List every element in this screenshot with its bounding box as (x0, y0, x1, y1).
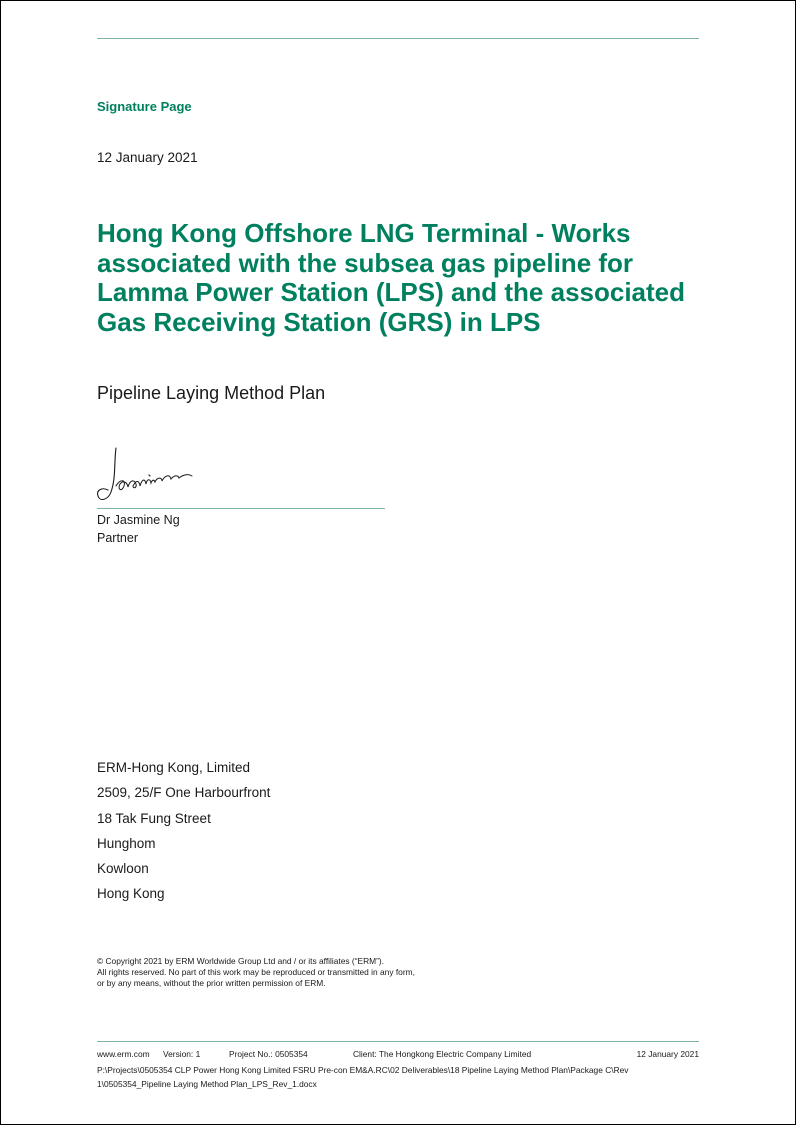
address-line: ERM-Hong Kong, Limited (97, 760, 251, 775)
footer-rule (97, 1041, 699, 1042)
signature-image (92, 444, 202, 506)
footer-project-number: Project No.: 0505354 (229, 1049, 308, 1059)
document-date: 12 January 2021 (97, 150, 198, 165)
header-rule (97, 38, 699, 39)
copyright-line: © Copyright 2021 by ERM Worldwide Group Ltd and / or its affiliates (“ERM”). (97, 956, 384, 966)
address-line: Kowloon (97, 861, 149, 877)
address-line: 18 Tak Fung Street (97, 810, 211, 826)
address-line: 2509, 25/F One Harbourfront (97, 785, 271, 801)
document-subtitle: Pipeline Laying Method Plan (97, 383, 326, 403)
document-title: Hong Kong Offshore LNG Terminal - Works associated with the subsea gas pipeline for Lamma Power Station (LPS) and the associated Gas Receiving Station (GRS) in LPS (97, 218, 686, 337)
address-line: Hong Kong (97, 886, 165, 902)
copyright-line: or by any means, without the prior written permission of ERM. (97, 978, 326, 988)
footer-version: Version: 1 (163, 1049, 201, 1059)
section-label: Signature Page (97, 99, 192, 114)
footer-date: 12 January 2021 (636, 1049, 699, 1059)
signatory-role: Partner (97, 531, 138, 545)
copyright-line: All rights reserved. No part of this work may be reproduced or transmitted in any form, (97, 967, 415, 977)
address-line: Hunghom (97, 835, 156, 851)
footer-file-path: P:\Projects\0505354 CLP Power Hong Kong Limited FSRU Pre-con EM&A.RC\02 Deliverables\18 Pipeline Laying Method Plan\Package C\Rev 1\0505354_Pipeline Laying Method Plan_LPS_Rev_1.docx (97, 1065, 629, 1089)
copyright-notice (97, 956, 415, 989)
signatory-name: Dr Jasmine Ng (97, 513, 180, 527)
footer-client: Client: The Hongkong Electric Company Limited (353, 1049, 532, 1059)
signature-rule (97, 508, 385, 509)
company-address (97, 759, 270, 911)
footer-website: www.erm.com (97, 1049, 150, 1059)
